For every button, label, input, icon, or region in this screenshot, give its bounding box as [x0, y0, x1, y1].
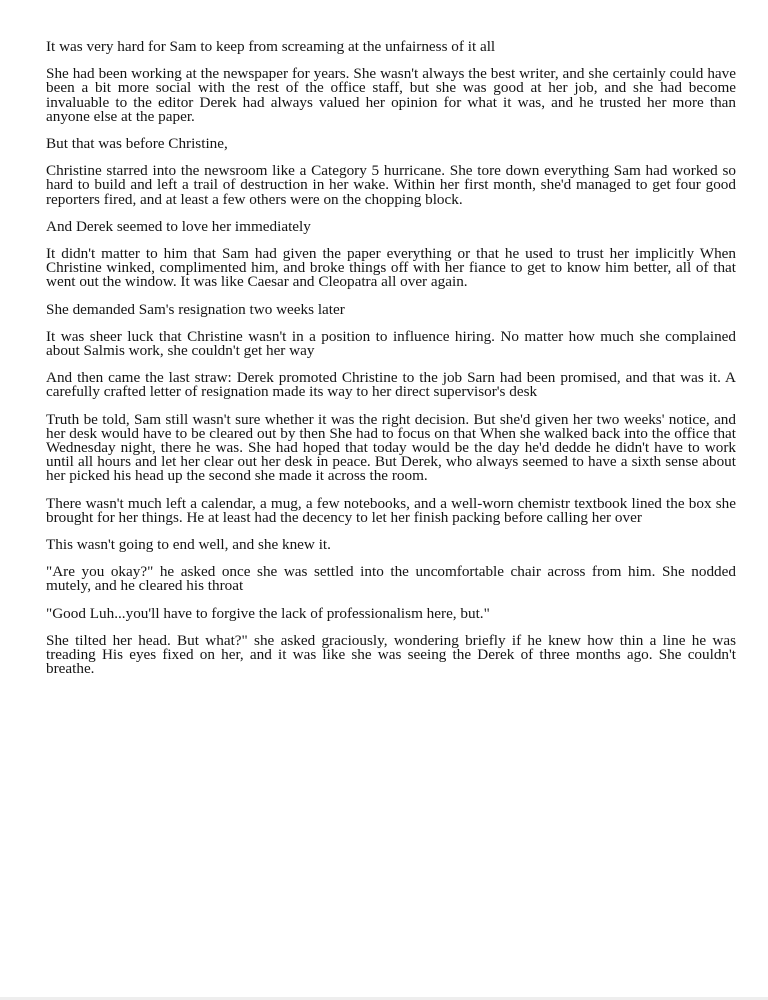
paragraph: It didn't matter to him that Sam had given the paper everything or that he used to trust her implicitly When Christine winked, complimented him, and broke things off with her fiance to get to know him better, all of that went out the window. It was like Caesar and Cleopatra all over again.	[46, 245, 736, 291]
paragraph: Truth be told, Sam still wasn't sure whether it was the right decision. But she'd given her two weeks' notice, and her desk would have to be cleared out by then She had to focus on that When she walked back into the office that Wednesday night, there he was. She had hoped that today would be the day he'd dedde he didn't have to work until all hours and let her clear out her desk in peace. But Derek, who always seemed to have a sixth sense about her picked his head up the second she made it across the room.	[46, 410, 736, 485]
paragraph: But that was before Christine,	[46, 135, 228, 153]
story-text	[46, 40, 736, 690]
paragraph: And then came the last straw: Derek promoted Christine to the job Sarn had been promised, and that was it. A carefully crafted letter of resignation made its way to her direct supervisor's desk	[46, 369, 736, 401]
paragraph: Christine starred into the newsroom like a Category 5 hurricane. She tore down everything Sam had worked so hard to build and left a trail of destruction in her wake. Within her first month, she'd managed to get four good reporters fired, and at least a few others were on the chopping block.	[46, 162, 736, 208]
paragraph: There wasn't much left a calendar, a mug, a few notebooks, and a well-worn chemistr textbook lined the box she brought for her things. He at least had the decency to let her finish packing before calling her over	[46, 494, 736, 526]
paragraph: It was very hard for Sam to keep from screaming at the unfairness of it all	[46, 38, 496, 55]
paragraph: She had been working at the newspaper for years. She wasn't always the best writer, and she certainly could have been a bit more social with the rest of the office staff, but she was good at her job, and she had become invaluable to the editor Derek had always valued her opinion for what it was, and he trusted her more than anyone else at the paper.	[46, 65, 736, 125]
paragraph: "Good Luh...you'll have to forgive the lack of professionalism here, but."	[46, 604, 490, 622]
paragraph: This wasn't going to end well, and she knew it.	[46, 536, 331, 554]
paragraph: "Are you okay?" he asked once she was settled into the uncomfortable chair across from him. She nodded mutely, and he cleared his throat	[46, 563, 736, 595]
paragraph: And Derek seemed to love her immediately	[46, 217, 311, 235]
paragraph: It was sheer luck that Christine wasn't in a position to influence hiring. No matter how much she complained about Salmis work, she couldn't get her way	[46, 327, 736, 360]
paragraph: She tilted her head. But what?" she asked graciously, wondering briefly if he knew how thin a line he was treading His eyes fixed on her, and it was like she was seeing the Derek of three months ago. She couldn't breathe.	[46, 631, 736, 678]
paragraph: She demanded Sam's resignation two weeks later	[46, 300, 345, 318]
